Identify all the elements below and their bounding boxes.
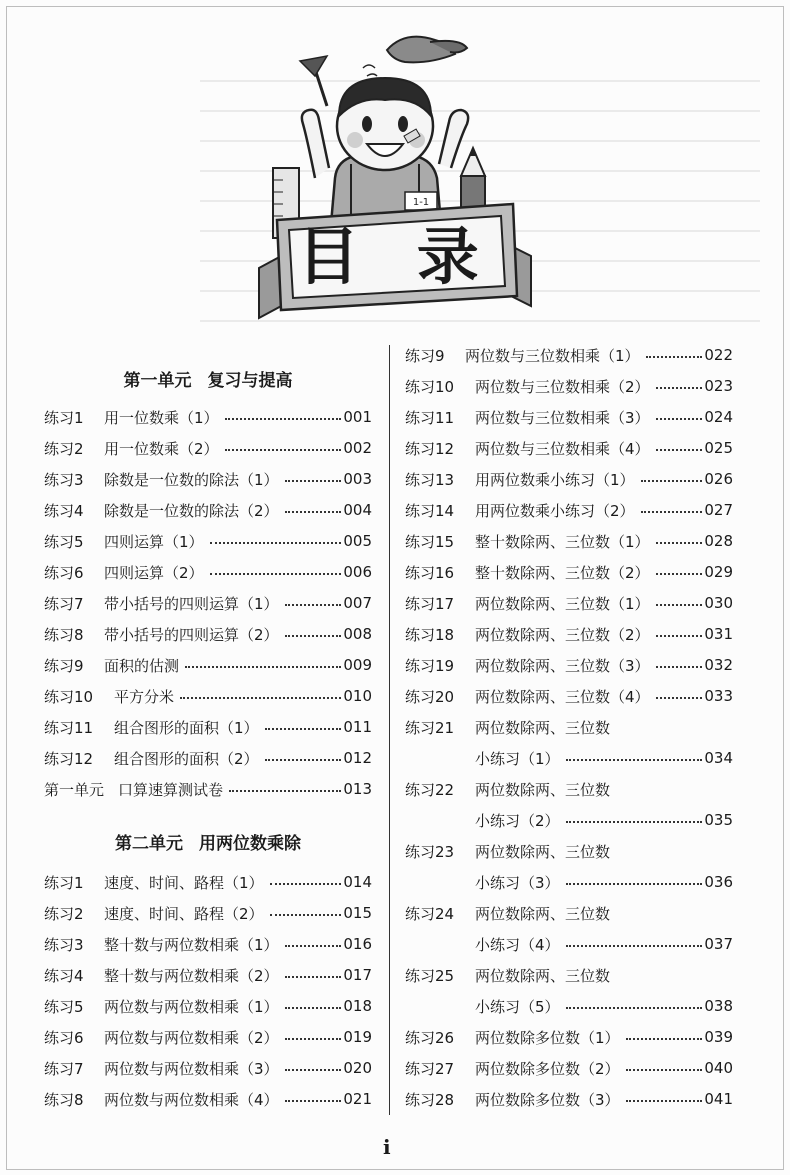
toc-entry[interactable] — [44, 404, 372, 430]
entry-title-cont: 小练习（5） — [475, 997, 560, 1016]
toc-entry[interactable] — [405, 497, 733, 523]
entry-label: 练习4 — [44, 501, 84, 520]
entry-title: 速度、时间、路程（1） — [104, 873, 264, 892]
leader-dots — [641, 480, 703, 482]
toc-entry-unit-test[interactable] — [44, 776, 372, 802]
entry-title: 两位数与两位数相乘（1） — [104, 997, 279, 1016]
entry-page: 033 — [704, 687, 733, 705]
toc-entry[interactable] — [405, 373, 733, 399]
entry-title: 整十数除两、三位数（2） — [475, 563, 650, 582]
entry-label: 练习3 — [44, 935, 84, 954]
leader-dots — [566, 821, 703, 823]
entry-title: 两位数与三位数相乘（4） — [475, 439, 650, 458]
toc-entry[interactable] — [44, 497, 372, 523]
entry-label: 练习26 — [405, 1028, 455, 1047]
name-tag-text: 1-1 — [412, 197, 430, 208]
leader-dots — [265, 759, 342, 761]
entry-label: 练习10 — [44, 687, 94, 706]
toc-entry[interactable] — [44, 683, 372, 709]
entry-page: 008 — [343, 625, 372, 643]
entry-page: 001 — [343, 408, 372, 426]
cap-icon — [363, 37, 467, 76]
header-illustration — [255, 28, 535, 338]
toc-entry[interactable] — [405, 404, 733, 430]
entry-page: 002 — [343, 439, 372, 457]
toc-entry-continuation[interactable] — [405, 869, 733, 895]
entry-title: 面积的估测 — [104, 656, 180, 675]
toc-entry[interactable] — [405, 652, 733, 678]
entry-title: 两位数除两、三位数（1） — [475, 594, 650, 613]
toc-entry-first-line[interactable] — [405, 962, 733, 988]
entry-page: 039 — [704, 1028, 733, 1046]
entry-page: 031 — [704, 625, 733, 643]
toc-entry[interactable] — [44, 1024, 372, 1050]
entry-label: 练习4 — [44, 966, 84, 985]
leader-dots — [225, 418, 342, 420]
leader-dots — [180, 697, 341, 699]
leader-dots — [566, 883, 703, 885]
entry-label: 练习7 — [44, 594, 84, 613]
entry-page: 032 — [704, 656, 733, 674]
entry-page: 004 — [343, 501, 372, 519]
entry-title: 四则运算（2） — [104, 563, 204, 582]
entry-page: 030 — [704, 594, 733, 612]
entry-page: 013 — [343, 780, 372, 798]
entry-label: 练习20 — [405, 687, 455, 706]
entry-label: 练习1 — [44, 873, 84, 892]
entry-title: 整十数与两位数相乘（1） — [104, 935, 279, 954]
entry-label: 练习11 — [405, 408, 455, 427]
toc-entry[interactable] — [44, 1055, 372, 1081]
entry-page: 036 — [704, 873, 733, 891]
entry-page: 017 — [343, 966, 372, 984]
unit-heading-1 — [44, 366, 372, 391]
leader-dots — [285, 945, 342, 947]
leader-dots — [656, 418, 703, 420]
flag-icon — [300, 56, 327, 106]
entry-title: 两位数除两、三位数 — [475, 904, 611, 923]
entry-title: 组合图形的面积（1） — [114, 718, 259, 737]
entry-title-cont: 小练习（1） — [475, 749, 560, 768]
page-number: i — [383, 1135, 391, 1159]
entry-page: 006 — [343, 563, 372, 581]
unit-heading-2 — [44, 829, 372, 854]
leader-dots — [210, 542, 342, 544]
entry-page: 027 — [704, 501, 733, 519]
entry-title: 用一位数乘（1） — [104, 408, 219, 427]
leader-dots — [225, 449, 342, 451]
entry-label: 练习2 — [44, 439, 84, 458]
entry-page: 014 — [343, 873, 372, 891]
entry-title: 两位数除多位数（2） — [475, 1059, 620, 1078]
entry-title: 两位数与三位数相乘（2） — [475, 377, 650, 396]
leader-dots — [626, 1100, 703, 1102]
leader-dots — [265, 728, 342, 730]
entry-page: 007 — [343, 594, 372, 612]
entry-title: 两位数除两、三位数 — [475, 718, 611, 737]
toc-entry[interactable] — [405, 683, 733, 709]
entry-page: 018 — [343, 997, 372, 1015]
toc-entry[interactable] — [44, 528, 372, 554]
leader-dots — [285, 635, 342, 637]
entry-label: 练习12 — [405, 439, 455, 458]
toc-entry[interactable] — [405, 435, 733, 461]
toc-entry[interactable] — [405, 1055, 733, 1081]
toc-entry[interactable] — [405, 466, 733, 492]
entry-title: 用一位数乘（2） — [104, 439, 219, 458]
leader-dots — [270, 914, 342, 916]
leader-dots — [656, 387, 703, 389]
toc-entry[interactable] — [44, 435, 372, 461]
entry-page: 040 — [704, 1059, 733, 1077]
leader-dots — [656, 604, 703, 606]
entry-page: 020 — [343, 1059, 372, 1077]
toc-entry-continuation[interactable] — [405, 745, 733, 771]
leader-dots — [646, 356, 703, 358]
entry-label: 练习28 — [405, 1090, 455, 1109]
entry-title: 平方分米 — [114, 687, 175, 706]
leader-dots — [285, 1100, 342, 1102]
entry-page: 025 — [704, 439, 733, 457]
toc-entry[interactable] — [405, 621, 733, 647]
entry-title: 带小括号的四则运算（2） — [104, 625, 279, 644]
toc-entry-continuation[interactable] — [405, 931, 733, 957]
entry-page: 034 — [704, 749, 733, 767]
entry-label: 练习14 — [405, 501, 455, 520]
leader-dots — [656, 573, 703, 575]
entry-page: 005 — [343, 532, 372, 550]
toc-entry[interactable] — [44, 869, 372, 895]
leader-dots — [210, 573, 342, 575]
entry-label: 练习24 — [405, 904, 455, 923]
leader-dots — [566, 1007, 703, 1009]
toc-entry-first-line[interactable] — [405, 838, 733, 864]
leader-dots — [626, 1038, 703, 1040]
entry-label: 练习15 — [405, 532, 455, 551]
entry-title: 两位数除两、三位数（2） — [475, 625, 650, 644]
toc-entry-continuation[interactable] — [405, 807, 733, 833]
entry-page: 026 — [704, 470, 733, 488]
leader-dots — [285, 480, 342, 482]
page-title: 目 录 — [297, 220, 497, 293]
entry-title: 用两位数乘小练习（1） — [475, 470, 635, 489]
toc-entry[interactable] — [44, 900, 372, 926]
entry-page: 028 — [704, 532, 733, 550]
entry-label: 练习12 — [44, 749, 94, 768]
entry-page: 012 — [343, 749, 372, 767]
entry-page: 038 — [704, 997, 733, 1015]
leader-dots — [285, 976, 342, 978]
entry-label: 练习3 — [44, 470, 84, 489]
toc-entry[interactable] — [44, 714, 372, 740]
entry-label: 练习5 — [44, 532, 84, 551]
entry-title: 两位数与两位数相乘（4） — [104, 1090, 279, 1109]
leader-dots — [656, 666, 703, 668]
entry-label: 练习9 — [405, 346, 445, 365]
entry-title: 组合图形的面积（2） — [114, 749, 259, 768]
entry-page: 024 — [704, 408, 733, 426]
leader-dots — [285, 1038, 342, 1040]
entry-title: 两位数除两、三位数（4） — [475, 687, 650, 706]
entry-label: 练习7 — [44, 1059, 84, 1078]
toc-entry[interactable] — [44, 1086, 372, 1112]
entry-label: 练习13 — [405, 470, 455, 489]
entry-page: 011 — [343, 718, 372, 736]
entry-label: 练习19 — [405, 656, 455, 675]
leader-dots — [285, 1069, 342, 1071]
entry-page: 016 — [343, 935, 372, 953]
toc-entry[interactable] — [44, 931, 372, 957]
entry-title-cont: 小练习（4） — [475, 935, 560, 954]
leader-dots — [285, 604, 342, 606]
entry-title: 除数是一位数的除法（1） — [104, 470, 279, 489]
entry-label: 练习6 — [44, 563, 84, 582]
leader-dots — [566, 945, 703, 947]
entry-label: 练习10 — [405, 377, 455, 396]
entry-title-cont: 小练习（2） — [475, 811, 560, 830]
entry-label: 练习11 — [44, 718, 94, 737]
toc-entry-first-line[interactable] — [405, 900, 733, 926]
entry-label: 练习16 — [405, 563, 455, 582]
entry-label: 练习5 — [44, 997, 84, 1016]
entry-label: 练习21 — [405, 718, 455, 737]
leader-dots — [566, 759, 703, 761]
toc-entry[interactable] — [44, 745, 372, 771]
entry-title: 口算速算测试卷 — [118, 780, 224, 799]
entry-title: 整十数除两、三位数（1） — [475, 532, 650, 551]
entry-title: 两位数除两、三位数 — [475, 842, 611, 861]
leader-dots — [185, 666, 341, 668]
toc-entry[interactable] — [44, 652, 372, 678]
leader-dots — [656, 697, 703, 699]
column-divider — [389, 345, 390, 1115]
entry-title: 两位数与两位数相乘（2） — [104, 1028, 279, 1047]
entry-title: 四则运算（1） — [104, 532, 204, 551]
entry-title: 两位数除多位数（1） — [475, 1028, 620, 1047]
title-banner — [259, 204, 531, 318]
entry-label: 练习17 — [405, 594, 455, 613]
entry-page: 019 — [343, 1028, 372, 1046]
entry-title: 两位数与两位数相乘（3） — [104, 1059, 279, 1078]
toc-entry[interactable] — [44, 466, 372, 492]
unit-number: 第二单元 — [115, 834, 183, 854]
leader-dots — [270, 883, 342, 885]
toc-entry-first-line[interactable] — [405, 714, 733, 740]
entry-page: 035 — [704, 811, 733, 829]
toc-entry-continuation[interactable] — [405, 993, 733, 1019]
entry-label: 练习2 — [44, 904, 84, 923]
entry-page: 015 — [343, 904, 372, 922]
leader-dots — [626, 1069, 703, 1071]
toc-entry[interactable] — [405, 1024, 733, 1050]
entry-title: 两位数除多位数（3） — [475, 1090, 620, 1109]
boy-illustration — [302, 78, 468, 224]
unit-number: 第一单元 — [123, 371, 192, 391]
entry-title: 带小括号的四则运算（1） — [104, 594, 279, 613]
leader-dots — [656, 635, 703, 637]
entry-title: 两位数与三位数相乘（3） — [475, 408, 650, 427]
entry-title: 用两位数乘小练习（2） — [475, 501, 635, 520]
entry-label: 练习23 — [405, 842, 455, 861]
toc-entry[interactable] — [44, 962, 372, 988]
entry-label: 练习22 — [405, 780, 455, 799]
entry-title: 两位数除两、三位数 — [475, 780, 611, 799]
entry-title: 除数是一位数的除法（2） — [104, 501, 279, 520]
entry-label: 第一单元 — [44, 780, 105, 799]
entry-page: 021 — [343, 1090, 372, 1108]
entry-label: 练习8 — [44, 1090, 84, 1109]
entry-title: 速度、时间、路程（2） — [104, 904, 264, 923]
toc-entry[interactable] — [405, 528, 733, 554]
leader-dots — [656, 542, 703, 544]
entry-title: 整十数与两位数相乘（2） — [104, 966, 279, 985]
toc-entry[interactable] — [405, 559, 733, 585]
leader-dots — [656, 449, 703, 451]
entry-label: 练习27 — [405, 1059, 455, 1078]
entry-page: 037 — [704, 935, 733, 953]
leader-dots — [229, 790, 341, 792]
entry-title: 两位数除两、三位数 — [475, 966, 611, 985]
entry-label: 练习25 — [405, 966, 455, 985]
unit-name: 复习与提高 — [207, 371, 293, 391]
entry-label: 练习18 — [405, 625, 455, 644]
toc-entry[interactable] — [405, 590, 733, 616]
entry-page: 010 — [343, 687, 372, 705]
toc-entry[interactable] — [405, 1086, 733, 1112]
unit-name: 用两位数乘除 — [199, 834, 301, 854]
entry-title-cont: 小练习（3） — [475, 873, 560, 892]
entry-label: 练习9 — [44, 656, 84, 675]
leader-dots — [641, 511, 703, 513]
toc-entry[interactable] — [44, 993, 372, 1019]
entry-page: 041 — [704, 1090, 733, 1108]
toc-entry[interactable] — [405, 342, 733, 368]
toc-entry[interactable] — [44, 559, 372, 585]
leader-dots — [285, 511, 342, 513]
toc-entry-first-line[interactable] — [405, 776, 733, 802]
entry-label: 练习8 — [44, 625, 84, 644]
entry-title: 两位数与三位数相乘（1） — [465, 346, 640, 365]
leader-dots — [285, 1007, 342, 1009]
entry-page: 003 — [343, 470, 372, 488]
entry-page: 009 — [343, 656, 372, 674]
toc-entry[interactable] — [44, 621, 372, 647]
entry-title: 两位数除两、三位数（3） — [475, 656, 650, 675]
entry-page: 023 — [704, 377, 733, 395]
entry-page: 029 — [704, 563, 733, 581]
entry-page: 022 — [704, 346, 733, 364]
entry-label: 练习6 — [44, 1028, 84, 1047]
entry-label: 练习1 — [44, 408, 84, 427]
toc-entry[interactable] — [44, 590, 372, 616]
